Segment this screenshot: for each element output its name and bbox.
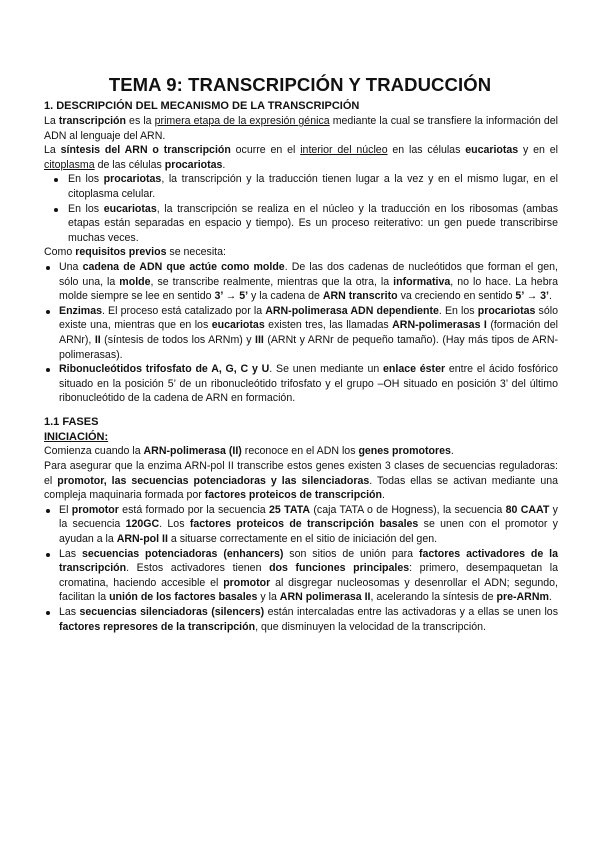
page-title: TEMA 9: TRANSCRIPCIÓN Y TRADUCCIÓN [108, 74, 492, 95]
paragraph-comienza: Comienza cuando la ARN-polimerasa (II) reconoce en el ADN los genes promotores. [44, 445, 454, 458]
paragraph-transcripcion: La transcripción es la primera etapa de la expresión génica mediante la cual se transfiere la información del ADN al lenguaje del ARN. [44, 115, 558, 142]
list-item-procariotas: En los procariotas, la transcripción y la traducción tienen lugar a la vez y en el mismo lugar, en el citoplasma celular. [48, 172, 558, 201]
list-item-potenciadoras: Las secuencias potenciadoras (enhancers) son sitios de unión para factores activadores de la transcripción. Estos activadores tienen dos funciones principales: primero, desempaquetan la cromatina, haciendo accesible el promotor al disgregar nucleosomas y desenrollar el ADN; segundo, facilitan la unión de los factores basales y la ARN polimerasa II, acelerando la síntesis de pre-ARNm. [44, 547, 558, 605]
paragraph-requisitos: Como requisitos previos se necesita: [44, 246, 226, 259]
requirements-list [44, 260, 558, 406]
list-item-promotor: El promotor está formado por la secuencia 25 TATA (caja TATA o de Hogness), la secuencia 80 CAAT y la secuencia 120GC. Los factores proteicos de transcripción basales se unen con el promotor y ayudan a la ARN-pol II a situarse correctamente en el sitio de iniciación del gen. [44, 503, 558, 547]
list-item-eucariotas: En los eucariotas, la transcripción se realiza en el núcleo y la traducción en los ribosomas (ambas etapas están separadas en espacio y tiempo). Es un proceso reiterativo: un gen puede transcribirse muchas veces. [48, 202, 558, 246]
section-1-1-heading: 1.1 FASES [44, 415, 99, 428]
iniciacion-subheading: INICIACIÓN: [44, 430, 109, 443]
paragraph-secuencias: Para asegurar que la enzima ARN-pol II transcribe estos genes existen 3 clases de secuencias reguladoras: el promotor, las secuencias potenciadoras y las silenciadoras. Todas ellas se activan mediante una compleja maquinaria formada por factores proteicos de transcripción. [44, 460, 558, 502]
document-body [44, 99, 558, 634]
list-item-cadena-molde: Una cadena de ADN que actúe como molde. De las dos cadenas de nucleótidos que forman el gen, sólo una, la molde, se transcribe realmente, mientras que la otra, la informativa, no lo hace. La hebra molde siempre se lee en sentido 3’ → 5’ y la cadena de ARN transcrito va creciendo en sentido 5’ → 3’. [44, 260, 558, 304]
list-item-ribonucleotidos: Ribonucleótidos trifosfato de A, G, C y U. Se unen mediante un enlace éster entre el ácido fosfórico situado en la posición 5’ de un ribonucleótido trifosfato y el grupo –OH situado en posición 3’ del último ribonucleótido de la cadena de ARN en formación. [44, 362, 558, 406]
cell-type-list [44, 172, 558, 245]
section-1-heading: 1. DESCRIPCIÓN DEL MECANISMO DE LA TRANSCRIPCIÓN [44, 100, 360, 112]
regulatory-sequences-list [44, 503, 558, 634]
list-item-silenciadoras: Las secuencias silenciadoras (silencers) están intercaladas entre las activadoras y a ellas se unen los factores represores de la transcripción, que disminuyen la velocidad de la transcripción. [44, 605, 558, 634]
list-item-enzimas: Enzimas. El proceso está catalizado por la ARN-polimerasa ADN dependiente. En los procariotas sólo existe una, mientras que en los eucariotas existen tres, las llamadas ARN-polimerasas I (formación del ARNr), II (síntesis de todos los ARNm) y III (ARNt y ARNr de pequeño tamaño). (Hay más tipos de ARN-polimerasas). [44, 304, 558, 362]
paragraph-sintesis: La síntesis del ARN o transcripción ocurre en el interior del núcleo en las células eucariotas y en el citoplasma de las células procariotas. [44, 144, 559, 171]
